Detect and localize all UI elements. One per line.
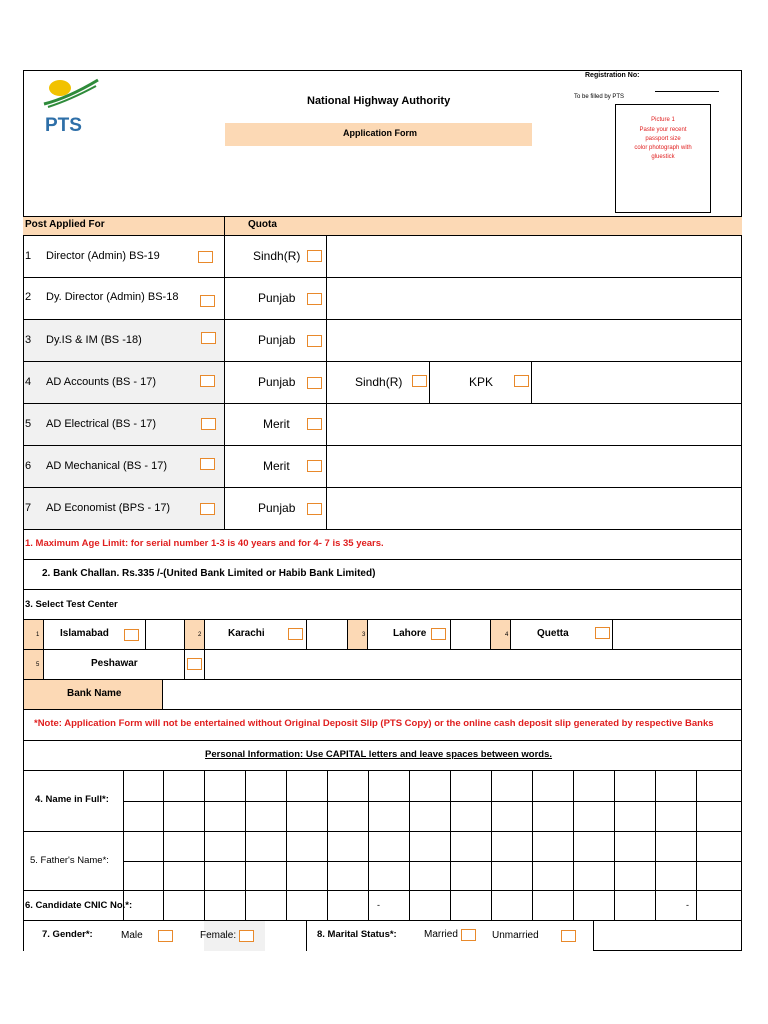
marital-status-label: 8. Marital Status*:: [317, 929, 397, 940]
post-5-no: 5: [25, 418, 32, 430]
post-1-quota-1: Sindh(R): [253, 249, 301, 263]
center-3-no: 3: [362, 632, 366, 638]
center-2-name: Karachi: [228, 628, 265, 639]
form-title: Application Form: [343, 128, 417, 138]
post-3-checkbox[interactable]: [201, 332, 216, 344]
post-4-no: 4: [25, 376, 32, 388]
registration-label: Registration No:: [585, 72, 640, 79]
center-4-no: 4: [505, 632, 509, 638]
center-1-name: Islamabad: [60, 628, 109, 639]
post-6-no: 6: [25, 460, 32, 472]
post-1-no: 1: [25, 250, 32, 262]
post-3-quota-1: Punjab: [258, 333, 296, 347]
post-4-quota-1-checkbox[interactable]: [307, 377, 322, 389]
center-1-checkbox[interactable]: [124, 629, 139, 641]
cnic-separator-1: -: [377, 900, 380, 910]
center-4-checkbox[interactable]: [595, 627, 610, 639]
post-7-quota-1-checkbox[interactable]: [307, 503, 322, 515]
post-applied-header: Post Applied For: [25, 219, 105, 230]
marital-extra-field[interactable]: [594, 921, 741, 950]
org-name: National Highway Authority: [307, 95, 451, 107]
photo-line-2: Paste your recent: [639, 127, 687, 133]
name-label: 4. Name in Full*:: [35, 794, 109, 805]
center-1-no-cell: [24, 620, 43, 649]
post-4-title: AD Accounts (BS - 17): [46, 376, 157, 388]
photo-line-1: Picture 1: [651, 117, 675, 123]
center-5-no: 5: [36, 662, 40, 668]
post-1-checkbox[interactable]: [198, 251, 213, 263]
personal-info-heading: Personal Information: Use CAPITAL letters and leave spaces between words.: [205, 749, 553, 760]
center-4-name: Quetta: [537, 628, 569, 639]
marital-unmarried-label: Unmarried: [492, 930, 539, 941]
post-3-quota-1-checkbox[interactable]: [307, 335, 322, 347]
post-3-title: Dy.IS & IM (BS -18): [46, 334, 142, 346]
cnic-separator-2: -: [686, 900, 689, 910]
gender-male-checkbox[interactable]: [158, 930, 173, 942]
logo-text: PTS: [45, 115, 82, 136]
center-5-checkbox[interactable]: [187, 658, 202, 670]
quota-header: Quota: [248, 219, 277, 230]
post-4-checkbox[interactable]: [200, 375, 215, 387]
post-7-quota-1: Punjab: [258, 501, 296, 515]
post-2-quota-1: Punjab: [258, 291, 296, 305]
cnic-label: 6. Candidate CNIC No.*:: [25, 900, 133, 911]
bank-challan-note: 2. Bank Challan. Rs.335 /-(United Bank Limited or Habib Bank Limited): [42, 568, 376, 579]
post-4-quota-2: Sindh(R): [355, 375, 403, 389]
center-2-checkbox[interactable]: [288, 628, 303, 640]
post-6-checkbox[interactable]: [200, 458, 215, 470]
marital-married-checkbox[interactable]: [461, 929, 476, 941]
cnic-input-grid[interactable]: [164, 891, 741, 920]
photo-line-4: color photograph with: [634, 145, 692, 151]
post-2-checkbox[interactable]: [200, 295, 215, 307]
deposit-slip-note: *Note: Application Form will not be entertained without Original Deposit Slip (PTS Copy) or the online cash deposit slip generated by respective Banks: [34, 718, 714, 729]
post-7-title: AD Economist (BPS - 17): [46, 502, 171, 514]
father-name-label: 5. Father's Name*:: [30, 855, 109, 866]
photo-line-5: gluestick: [651, 154, 675, 160]
filled-by-label: To be filled by PTS: [574, 94, 625, 100]
center-1-no: 1: [36, 632, 40, 638]
post-1-title: Director (Admin) BS-19: [46, 250, 160, 262]
post-6-title: AD Mechanical (BS - 17): [46, 460, 168, 472]
post-7-no: 7: [25, 502, 32, 514]
post-4-quota-1: Punjab: [258, 375, 296, 389]
post-4-quota-2-checkbox[interactable]: [412, 375, 427, 387]
father-name-input-grid[interactable]: [124, 832, 741, 890]
bank-name-field[interactable]: [163, 680, 741, 709]
table-header-bar: [23, 217, 742, 235]
post-1-quota-1-checkbox[interactable]: [307, 250, 322, 262]
test-center-heading: 3. Select Test Center: [25, 599, 118, 610]
gender-male-label: Male: [121, 930, 143, 941]
registration-line[interactable]: [655, 91, 719, 92]
age-limit-note: 1. Maximum Age Limit: for serial number 1-3 is 40 years and for 4- 7 is 35 years.: [25, 538, 384, 549]
post-2-no: 2: [25, 291, 32, 303]
post-5-checkbox[interactable]: [201, 418, 216, 430]
center-3-name: Lahore: [393, 628, 427, 639]
post-4-quota-3: KPK: [469, 375, 494, 389]
post-5-quota-1: Merit: [263, 417, 290, 431]
gender-label: 7. Gender*:: [42, 929, 93, 940]
center-5-name: Peshawar: [91, 658, 138, 669]
center-5-no-cell: [24, 650, 43, 679]
name-input-grid[interactable]: [124, 771, 741, 831]
post-3-no: 3: [25, 334, 32, 346]
marital-unmarried-checkbox[interactable]: [561, 930, 576, 942]
center-2-no: 2: [198, 632, 202, 638]
post-5-quota-1-checkbox[interactable]: [307, 418, 322, 430]
bank-name-label: Bank Name: [67, 688, 122, 699]
post-4-quota-3-checkbox[interactable]: [514, 375, 529, 387]
gender-female-label: Female:: [200, 930, 237, 941]
gender-female-checkbox[interactable]: [239, 930, 254, 942]
center-3-checkbox[interactable]: [431, 628, 446, 640]
post-2-quota-1-checkbox[interactable]: [307, 293, 322, 305]
marital-married-label: Married: [424, 929, 458, 940]
post-2-title: Dy. Director (Admin) BS-18: [46, 291, 179, 303]
post-5-title: AD Electrical (BS - 17): [46, 418, 157, 430]
post-7-checkbox[interactable]: [200, 503, 215, 515]
post-6-quota-1: Merit: [263, 459, 290, 473]
photo-line-3: passport size: [645, 136, 681, 142]
post-6-quota-1-checkbox[interactable]: [307, 460, 322, 472]
